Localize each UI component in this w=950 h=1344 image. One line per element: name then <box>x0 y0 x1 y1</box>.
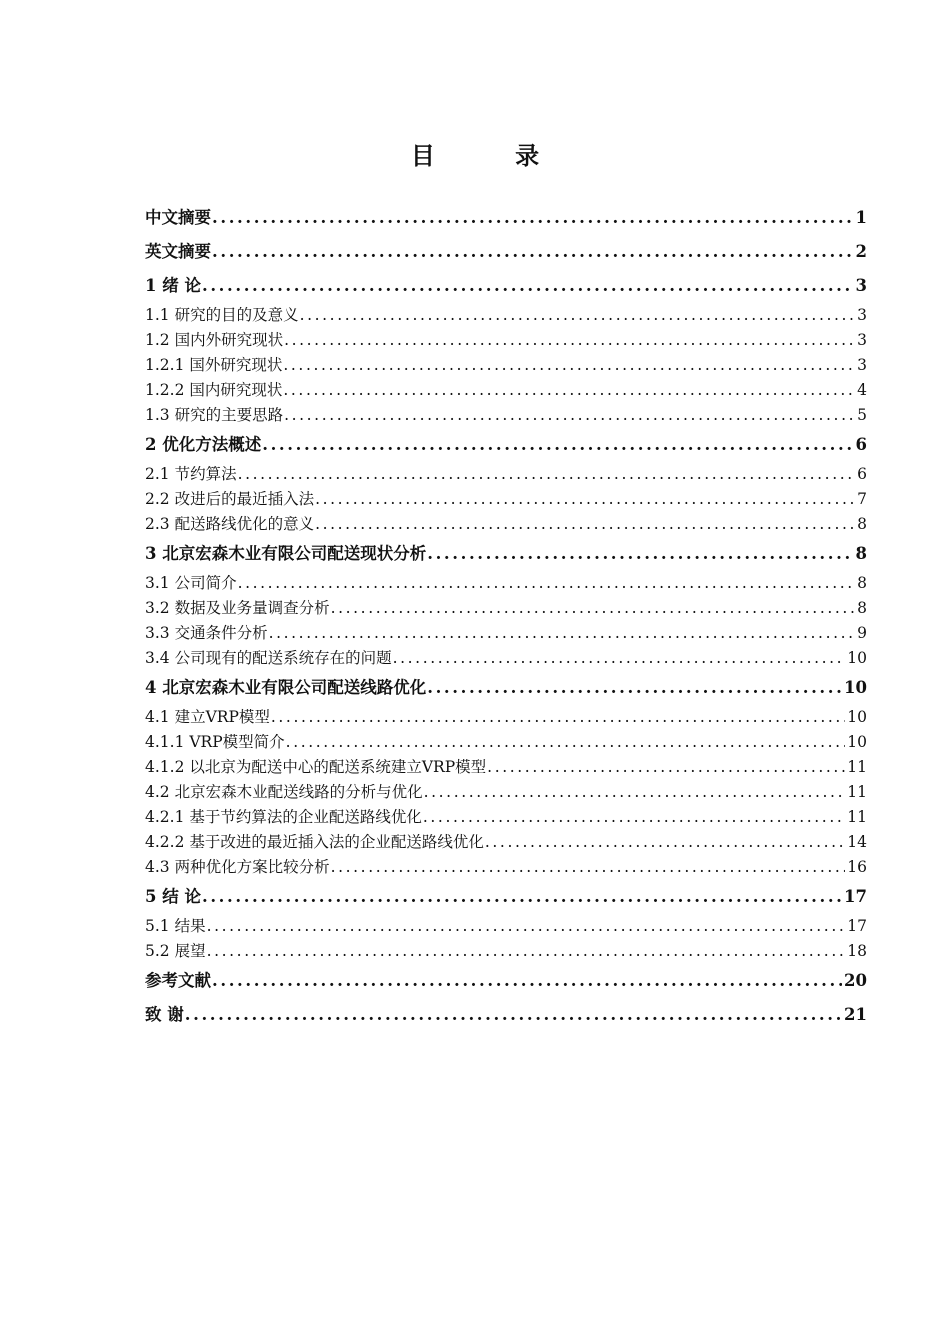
toc-entry-page-number: 3 <box>857 331 867 349</box>
toc-entry-label: 4.2.2 基于改进的最近插入法的企业配送路线优化 <box>145 833 484 851</box>
toc-dot-leader <box>424 780 846 805</box>
toc-entry-label: 3.1 公司简介 <box>145 574 237 592</box>
toc-entry[interactable] <box>145 328 867 353</box>
toc-entry-page-number: 16 <box>847 858 867 876</box>
toc-dot-leader <box>269 621 856 646</box>
toc-entry[interactable] <box>145 880 867 914</box>
toc-entry[interactable] <box>145 303 867 328</box>
toc-dot-leader <box>315 512 855 537</box>
toc-entry-page-number: 3 <box>857 356 867 374</box>
toc-entry-page-number: 8 <box>857 599 867 617</box>
toc-entry-page-number: 5 <box>857 406 867 424</box>
toc-dot-leader <box>207 914 846 939</box>
toc-entry-label: 1 绪 论 <box>145 276 201 295</box>
toc-entry-label: 3.4 公司现有的配送系统存在的问题 <box>145 649 392 667</box>
toc-entry[interactable] <box>145 805 867 830</box>
toc-entry-page-number: 18 <box>847 942 867 960</box>
toc-dot-leader <box>202 880 842 914</box>
toc-entry-page-number: 14 <box>847 833 867 851</box>
toc-entry-page-number: 11 <box>847 783 867 801</box>
toc-entry-label: 2.2 改进后的最近插入法 <box>145 490 315 508</box>
toc-entry-page-number: 8 <box>855 544 867 563</box>
toc-dot-leader <box>423 805 845 830</box>
toc-entry[interactable] <box>145 537 867 571</box>
toc-dot-leader <box>238 571 856 596</box>
toc-dot-leader <box>284 328 855 353</box>
toc-entry[interactable] <box>145 830 867 855</box>
toc-entry-label: 4.1 建立VRP模型 <box>145 708 270 726</box>
toc-entry-label: 4.1.2 以北京为配送中心的配送系统建立VRP模型 <box>145 758 487 776</box>
toc-dot-leader <box>286 730 846 755</box>
toc-dot-leader <box>300 303 856 328</box>
toc-entry-label: 3.3 交通条件分析 <box>145 624 268 642</box>
toc-entry-page-number: 9 <box>857 624 867 642</box>
toc-dot-leader <box>212 964 842 998</box>
toc-dot-leader <box>485 830 845 855</box>
toc-entry-label: 1.2.2 国内研究现状 <box>145 381 283 399</box>
toc-dot-leader <box>331 596 856 621</box>
toc-entry-label: 致 谢 <box>145 1005 184 1024</box>
toc-entry-page-number: 3 <box>857 306 867 324</box>
toc-dot-leader <box>212 235 854 269</box>
toc-entry-page-number: 1 <box>855 208 867 227</box>
toc-entry-page-number: 21 <box>844 1005 867 1024</box>
toc-entry[interactable] <box>145 939 867 964</box>
toc-entry[interactable] <box>145 462 867 487</box>
toc-dot-leader <box>271 705 845 730</box>
toc-title: 目 录 <box>410 141 576 170</box>
toc-entry[interactable] <box>145 755 867 780</box>
toc-entry-label: 5.1 结果 <box>145 917 206 935</box>
toc-entry[interactable] <box>145 621 867 646</box>
toc-entry-page-number: 6 <box>857 465 867 483</box>
toc-dot-leader <box>487 755 845 780</box>
toc-entry-label: 4.2.1 基于节约算法的企业配送路线优化 <box>145 808 422 826</box>
toc-entry[interactable] <box>145 964 867 998</box>
toc-entry-page-number: 10 <box>847 733 867 751</box>
toc-entry[interactable] <box>145 596 867 621</box>
toc-entry-label: 2.1 节约算法 <box>145 465 237 483</box>
toc-dot-leader <box>202 269 854 303</box>
toc-entry-label: 1.2 国内外研究现状 <box>145 331 284 349</box>
toc-dot-leader <box>284 403 855 428</box>
toc-entry-label: 中文摘要 <box>145 208 211 227</box>
toc-dot-leader <box>185 998 842 1032</box>
toc-entry-label: 3 北京宏森木业有限公司配送现状分析 <box>145 544 427 563</box>
toc-entry[interactable] <box>145 571 867 596</box>
toc-entry[interactable] <box>145 428 867 462</box>
toc-entry[interactable] <box>145 730 867 755</box>
toc-dot-leader <box>212 201 854 235</box>
toc-entry[interactable] <box>145 646 867 671</box>
toc-dot-leader <box>262 428 853 462</box>
toc-entry-page-number: 7 <box>857 490 867 508</box>
toc-entry[interactable] <box>145 705 867 730</box>
toc-dot-leader <box>283 353 855 378</box>
toc-entry[interactable] <box>145 512 867 537</box>
toc-entry-page-number: 6 <box>855 435 867 454</box>
toc-dot-leader <box>427 537 853 571</box>
toc-entry-page-number: 4 <box>857 381 867 399</box>
toc-list <box>145 201 867 1032</box>
toc-entry[interactable] <box>145 235 867 269</box>
toc-entry-page-number: 20 <box>844 971 867 990</box>
toc-entry-page-number: 3 <box>855 276 867 295</box>
toc-entry-label: 3.2 数据及业务量调查分析 <box>145 599 330 617</box>
toc-entry-label: 4.2 北京宏森木业配送线路的分析与优化 <box>145 783 423 801</box>
toc-entry[interactable] <box>145 487 867 512</box>
toc-entry[interactable] <box>145 671 867 705</box>
toc-entry-page-number: 10 <box>844 678 867 697</box>
toc-entry[interactable] <box>145 201 867 235</box>
toc-entry-page-number: 17 <box>844 887 867 906</box>
toc-dot-leader <box>207 939 846 964</box>
toc-entry-label: 1.2.1 国外研究现状 <box>145 356 283 374</box>
toc-dot-leader <box>315 487 855 512</box>
toc-entry-label: 1.1 研究的目的及意义 <box>145 306 299 324</box>
toc-entry-label: 4.1.1 VRP模型简介 <box>145 733 285 751</box>
toc-entry-label: 4.3 两种优化方案比较分析 <box>145 858 330 876</box>
toc-dot-leader <box>283 378 855 403</box>
toc-entry-page-number: 10 <box>847 708 867 726</box>
toc-entry[interactable] <box>145 998 867 1032</box>
toc-entry-label: 参考文献 <box>145 971 211 990</box>
toc-dot-leader <box>393 646 846 671</box>
toc-entry-page-number: 10 <box>847 649 867 667</box>
toc-dot-leader <box>238 462 856 487</box>
toc-entry-label: 2.3 配送路线优化的意义 <box>145 515 315 533</box>
toc-entry-label: 英文摘要 <box>145 242 211 261</box>
toc-dot-leader <box>427 671 842 705</box>
toc-entry-page-number: 11 <box>847 758 867 776</box>
toc-entry-label: 2 优化方法概述 <box>145 435 262 454</box>
toc-dot-leader <box>331 855 846 880</box>
toc-entry-label: 4 北京宏森木业有限公司配送线路优化 <box>145 678 427 697</box>
toc-entry-page-number: 8 <box>857 574 867 592</box>
toc-entry-page-number: 11 <box>847 808 867 826</box>
toc-entry[interactable] <box>145 914 867 939</box>
toc-entry-page-number: 2 <box>855 242 867 261</box>
toc-entry-page-number: 8 <box>857 515 867 533</box>
toc-entry-label: 5.2 展望 <box>145 942 206 960</box>
toc-entry[interactable] <box>145 353 867 378</box>
toc-entry-label: 5 结 论 <box>145 887 201 906</box>
toc-entry-label: 1.3 研究的主要思路 <box>145 406 284 424</box>
toc-entry[interactable] <box>145 855 867 880</box>
toc-entry[interactable] <box>145 378 867 403</box>
toc-entry[interactable] <box>145 780 867 805</box>
toc-entry[interactable] <box>145 269 867 303</box>
toc-entry-page-number: 17 <box>847 917 867 935</box>
toc-entry[interactable] <box>145 403 867 428</box>
